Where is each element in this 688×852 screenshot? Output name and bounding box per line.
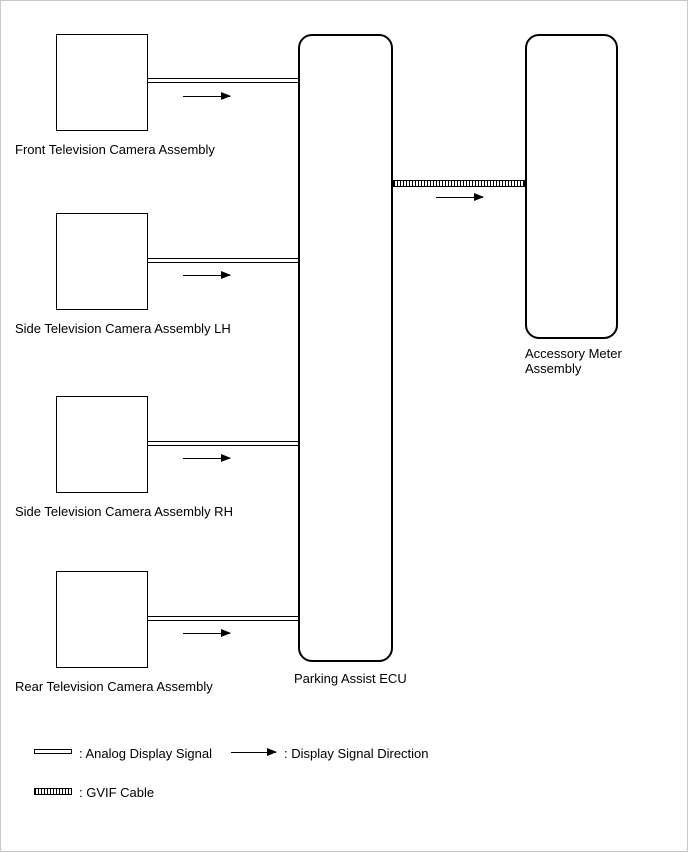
side-camera-lh-label: Side Television Camera Assembly LH: [15, 321, 231, 336]
side-camera-rh-label: Side Television Camera Assembly RH: [15, 504, 233, 519]
signal-direction-arrow: [183, 96, 230, 97]
accessory-meter-label-line1: Accessory Meter: [525, 346, 622, 361]
analog-signal-line: [148, 78, 298, 83]
signal-direction-arrow: [436, 197, 483, 198]
accessory-meter-label: [525, 346, 622, 376]
analog-signal-line: [148, 616, 298, 621]
legend-gvif-symbol: [34, 788, 72, 795]
front-camera-box: [56, 34, 148, 131]
accessory-meter-label-line2: Assembly: [525, 361, 582, 376]
legend-direction-arrow: [231, 752, 276, 753]
analog-signal-line: [148, 258, 298, 263]
signal-direction-arrow: [183, 633, 230, 634]
side-camera-rh-box: [56, 396, 148, 493]
front-camera-label: Front Television Camera Assembly: [15, 142, 215, 157]
rear-camera-label: Rear Television Camera Assembly: [15, 679, 213, 694]
signal-direction-arrow: [183, 458, 230, 459]
gvif-cable-line: [393, 180, 525, 187]
side-camera-lh-box: [56, 213, 148, 310]
legend-direction-label: : Display Signal Direction: [284, 746, 429, 761]
rear-camera-box: [56, 571, 148, 668]
legend-analog-label: : Analog Display Signal: [79, 746, 212, 761]
legend-analog-symbol: [34, 749, 72, 754]
parking-assist-ecu-label: Parking Assist ECU: [294, 671, 407, 686]
analog-signal-line: [148, 441, 298, 446]
accessory-meter-box: [525, 34, 618, 339]
parking-assist-ecu-box: [298, 34, 393, 662]
signal-direction-arrow: [183, 275, 230, 276]
legend-gvif-label: : GVIF Cable: [79, 785, 155, 800]
